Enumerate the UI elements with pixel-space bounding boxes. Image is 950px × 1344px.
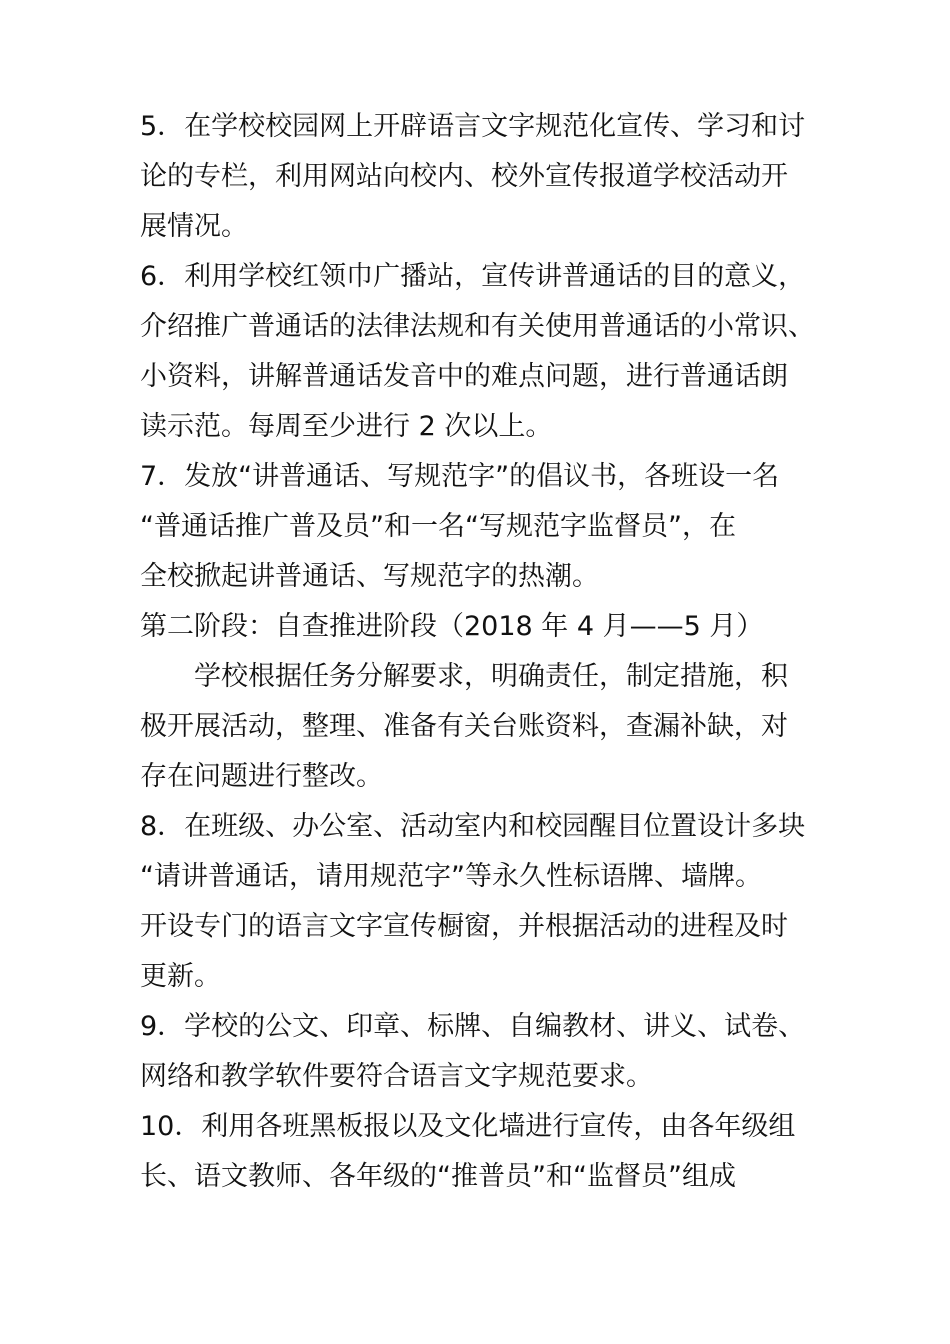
text-line: “请讲普通话，请用规范字”等永久性标语牌、墙牌。 [140,861,762,892]
text-line: 10．利用各班黑板报以及文化墙进行宣传，由各年级组 [140,1111,796,1142]
text-line: 5．在学校校园网上开辟语言文字规范化宣传、学习和讨 [140,111,806,142]
list-item-8 [140,802,830,1002]
text-line: 论的专栏，利用网站向校内、校外宣传报道学校活动开 [140,161,788,192]
list-item-5 [140,102,830,252]
section-heading-stage2 [140,602,830,652]
text-line: 网络和教学软件要符合语言文字规范要求。 [140,1061,653,1092]
text-line: 存在问题进行整改。 [140,761,383,792]
text-line: 6．利用学校红领巾广播站，宣传讲普通话的目的意义， [140,261,806,292]
text-line: 介绍推广普通话的法律法规和有关使用普通话的小常识、 [140,311,815,342]
text-line: 极开展活动，整理、准备有关台账资料，查漏补缺，对 [140,711,788,742]
text-line: 展情况。 [140,211,248,242]
text-line: 更新。 [140,961,221,992]
text-line: 全校掀起讲普通话、写规范字的热潮。 [140,561,599,592]
text-line: 读示范。每周至少进行 2 次以上。 [140,411,553,442]
document-body [140,102,830,1202]
text-line: 小资料，讲解普通话发音中的难点问题，进行普通话朗 [140,361,788,392]
list-item-6 [140,252,830,452]
section-heading: 第二阶段：自查推进阶段（2018 年 4 月——5 月） [140,611,764,642]
text-line: 9．学校的公文、印章、标牌、自编教材、讲义、试卷、 [140,1011,806,1042]
text-line: 开设专门的语言文字宣传橱窗，并根据活动的进程及时 [140,911,788,942]
list-item-7 [140,452,830,602]
stage2-intro-paragraph [140,652,830,802]
text-line: 8．在班级、办公室、活动室内和校园醒目位置设计多块 [140,811,806,842]
text-line: “普通话推广普及员”和一名“写规范字监督员”，在 [140,511,736,542]
text-line: 长、语文教师、各年级的“推普员”和“监督员”组成 [140,1161,736,1192]
text-line: 学校根据任务分解要求，明确责任，制定措施，积 [194,661,788,692]
text-line: 7．发放“讲普通话、写规范字”的倡议书，各班设一名 [140,461,780,492]
list-item-10 [140,1102,830,1202]
list-item-9 [140,1002,830,1102]
